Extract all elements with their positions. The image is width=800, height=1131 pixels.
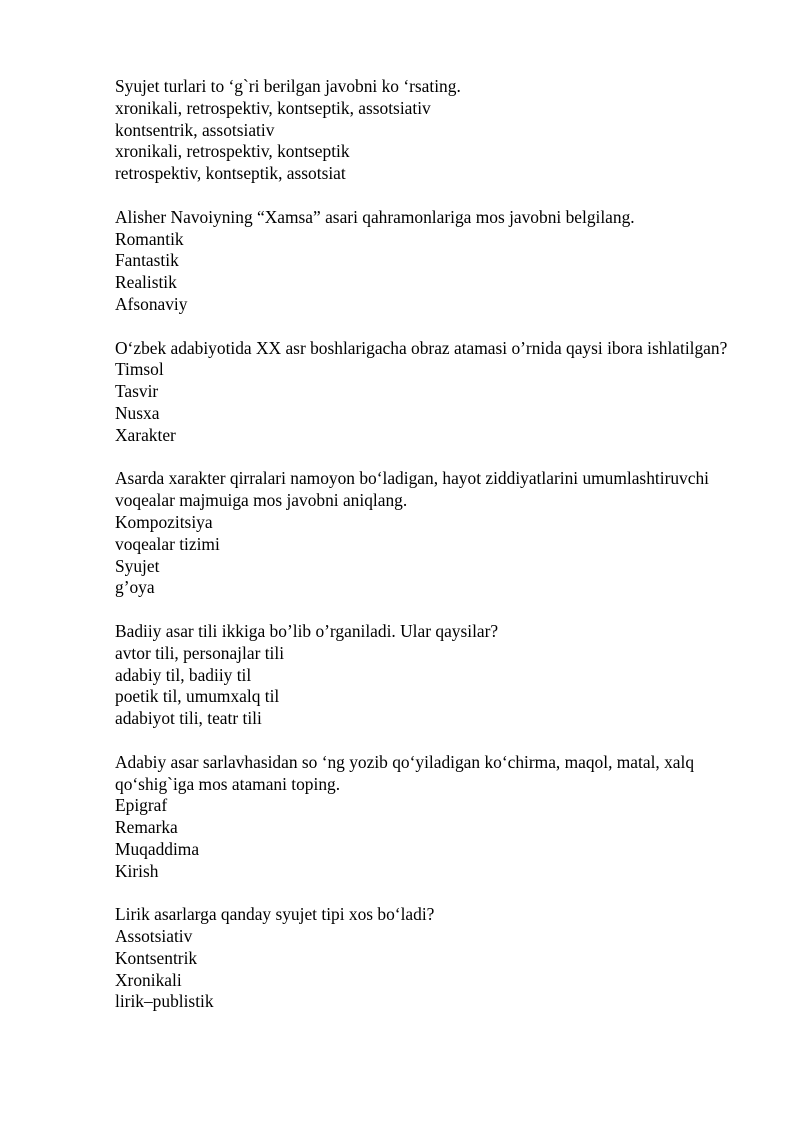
answer-option: Xarakter [115,424,176,445]
question-text: Badiiy asar tili ikkiga bo’lib o’rganiladi. Ular qaysilar? [115,620,499,641]
answer-option: Assotsiativ [115,926,193,947]
answer-option: avtor tili, personajlar tili [115,642,285,663]
answer-option: kontsentrik, assotsiativ [115,119,275,140]
question-block-2 [115,207,755,316]
question-text: Alisher Navoiyning “Xamsa” asari qahramonlariga mos javobni belgilang. [115,206,635,227]
question-block-7 [115,904,755,1013]
answer-option: Kontsentrik [115,947,198,968]
question-block-1 [115,76,755,185]
answer-option: Remarka [115,817,178,838]
answer-option: Syujet [115,555,160,576]
question-text: Adabiy asar sarlavhasidan so ‘ng yozib qo‘yiladigan ko‘chirma, maqol, matal, xalq qo‘shig`iga mos atamani toping. [115,751,699,794]
answer-option: g’oya [115,577,155,598]
answer-option: Afsonaviy [115,293,188,314]
answer-option: lirik–publistik [115,991,214,1012]
answer-option: retrospektiv, kontseptik, assotsiat [115,163,346,184]
question-text: Lirik asarlarga qanday syujet tipi xos bo‘ladi? [115,904,435,925]
question-text: Asarda xarakter qirralari namoyon bo‘ladigan, hayot ziddiyatlarini umumlashtiruvchi voqealar majmuiga mos javobni aniqlang. [115,468,714,511]
question-block-6 [115,752,755,883]
answer-option: Xronikali [115,969,182,990]
answer-option: voqealar tizimi [115,533,220,554]
question-text: Syujet turlari to ‘g`ri berilgan javobni ko ‘rsating. [115,76,461,96]
question-block-3 [115,338,755,447]
answer-option: poetik til, umumxalq til [115,686,280,707]
question-text: O‘zbek adabiyotida XX asr boshlarigacha obraz atamasi o’rnida qaysi ibora ishlatilgan? [115,337,728,358]
answer-option: Kirish [115,860,159,881]
answer-option: Fantastik [115,250,179,271]
answer-option: Realistik [115,272,177,293]
answer-option: Kompozitsiya [115,511,213,532]
answer-option: adabiy til, badiiy til [115,664,252,685]
answer-option: Romantik [115,228,184,249]
answer-option: Nusxa [115,402,160,423]
answer-option: xronikali, retrospektiv, kontseptik [115,141,350,162]
document-page [115,76,755,1035]
question-block-5 [115,621,755,730]
answer-option: Tasvir [115,381,159,402]
answer-option: Muqaddima [115,838,200,859]
answer-option: xronikali, retrospektiv, kontseptik, assotsiativ [115,97,431,118]
answer-option: Epigraf [115,795,168,816]
answer-option: Timsol [115,359,164,380]
answer-option: adabiyot tili, teatr tili [115,708,262,729]
question-block-4 [115,468,755,599]
